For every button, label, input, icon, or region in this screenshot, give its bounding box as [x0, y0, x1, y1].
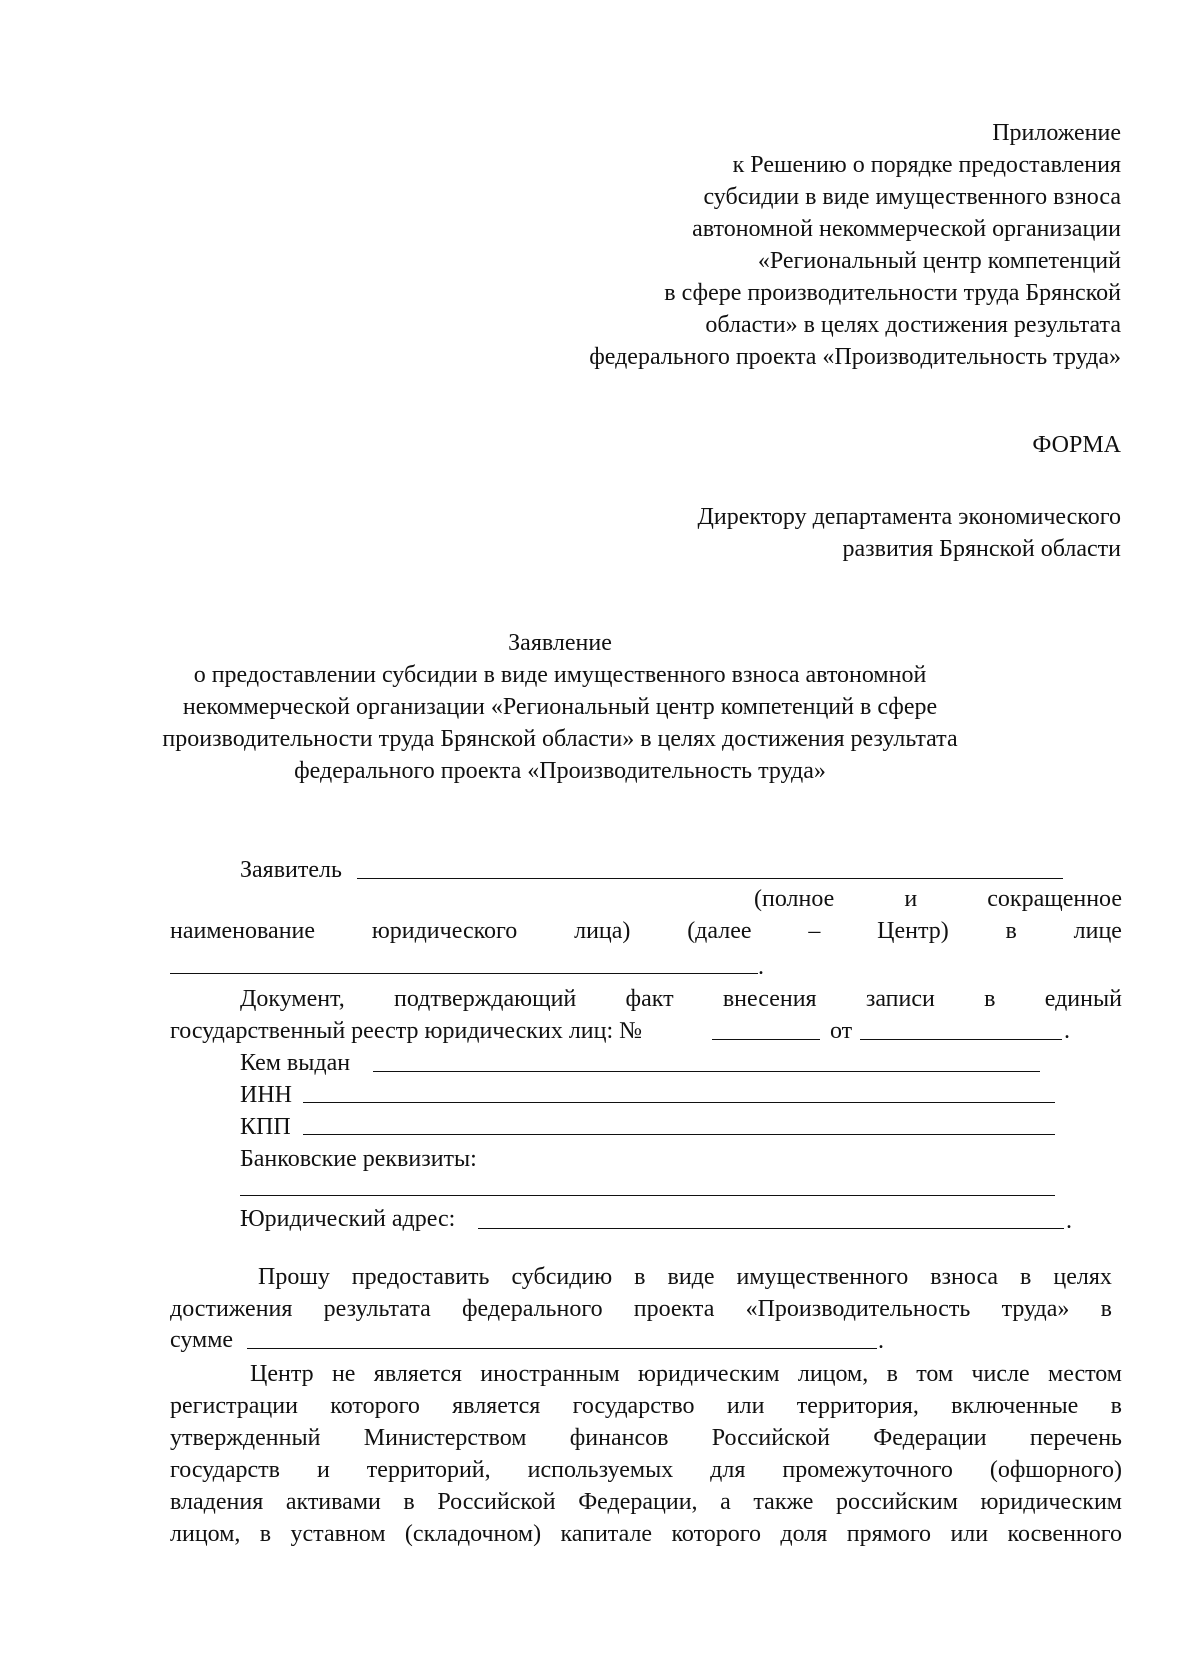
appendix-line: к Решению о порядке предоставления — [732, 152, 1121, 178]
amount-blank[interactable] — [247, 1348, 877, 1349]
hint-word: лица) — [574, 918, 631, 944]
hint-word: наименование — [170, 918, 316, 944]
addressee-line: Директору департамента экономического — [697, 504, 1121, 530]
hint-word: – — [808, 918, 821, 944]
egrul-from-label: от — [830, 1018, 853, 1044]
period: . — [1064, 1018, 1070, 1044]
request-line-1 — [258, 1262, 1112, 1292]
appendix-line: федерального проекта «Производительность труда» — [589, 344, 1121, 370]
appendix-line: области» в целях достижения результата — [705, 312, 1121, 338]
request-word: взноса — [930, 1264, 999, 1290]
egrul-line-1 — [240, 984, 1122, 1014]
kpp-blank[interactable] — [303, 1134, 1055, 1135]
statement-line: государств и территорий, используемых для промежуточного (офшорного) — [170, 1457, 1122, 1483]
request-word: предоставить — [351, 1264, 490, 1290]
egrul-number-blank[interactable] — [712, 1039, 820, 1040]
title-line: федерального проекта «Производительность труда» — [294, 758, 826, 784]
period: . — [1066, 1208, 1072, 1234]
kpp-label: КПП — [240, 1114, 291, 1140]
request-word: субсидию — [511, 1264, 613, 1290]
hint-word: лице — [1073, 918, 1122, 944]
request-word: в — [1100, 1296, 1112, 1322]
hint-word: Центр) — [877, 918, 949, 944]
egrul-line-2: государственный реестр юридических лиц: № — [170, 1018, 643, 1044]
inn-blank[interactable] — [303, 1102, 1055, 1103]
hint-word: сокращенное — [987, 886, 1122, 912]
hint-word: (полное — [754, 886, 835, 912]
hint-word: в — [1005, 918, 1017, 944]
statement-line: Центр не является иностранным юридическим лицом, в том числе местом — [250, 1361, 1122, 1387]
request-word: труда» — [1001, 1296, 1070, 1322]
egrul-word: в — [984, 986, 996, 1012]
amount-label: сумме — [170, 1327, 234, 1353]
statement-line: регистрации которого является государство или территория, включенные в — [170, 1393, 1122, 1419]
request-word: проекта — [633, 1296, 715, 1322]
period: . — [878, 1328, 884, 1354]
request-word: федерального — [461, 1296, 603, 1322]
hint-word: юридического — [371, 918, 518, 944]
request-line-2 — [170, 1294, 1112, 1324]
appendix-line: «Региональный центр компетенций — [757, 248, 1121, 274]
bank-details-label: Банковские реквизиты: — [240, 1146, 477, 1172]
request-word: в — [634, 1264, 646, 1290]
request-word: Прошу — [258, 1264, 330, 1290]
bank-details-blank[interactable] — [240, 1195, 1055, 1196]
applicant-blank[interactable] — [357, 878, 1063, 879]
title-line: о предоставлении субсидии в виде имущественного взноса автономной — [193, 662, 927, 688]
form-label: ФОРМА — [1032, 432, 1121, 458]
appendix-line: субсидии в виде имущественного взноса — [703, 184, 1121, 210]
inn-label: ИНН — [240, 1082, 292, 1108]
document-title: Заявление — [508, 630, 612, 656]
hint-word: и — [904, 886, 918, 912]
statement-line: утвержденный Министерством финансов Российской Федерации перечень — [170, 1425, 1122, 1451]
issued-by-blank[interactable] — [373, 1071, 1040, 1072]
request-word: имущественного — [736, 1264, 909, 1290]
request-word: результата — [323, 1296, 431, 1322]
applicant-label: Заявитель — [240, 857, 342, 883]
request-word: достижения — [170, 1296, 293, 1322]
appendix-line: в сфере производительности труда Брянской — [664, 280, 1121, 306]
egrul-date-blank[interactable] — [860, 1039, 1062, 1040]
egrul-word: подтверждающий — [394, 986, 577, 1012]
addressee-line: развития Брянской области — [842, 536, 1121, 562]
hint-word: (далее — [687, 918, 752, 944]
egrul-word: факт — [625, 986, 674, 1012]
request-word: в — [1020, 1264, 1032, 1290]
appendix-line: Приложение — [992, 120, 1121, 146]
legal-address-label: Юридический адрес: — [240, 1206, 456, 1232]
legal-address-blank[interactable] — [478, 1228, 1064, 1229]
title-line: некоммерческой организации «Региональный центр компетенций в сфере — [182, 694, 938, 720]
request-word: целях — [1053, 1264, 1112, 1290]
request-word: виде — [667, 1264, 715, 1290]
statement-line: владения активами в Российской Федерации, а также российским юридическим — [170, 1489, 1122, 1515]
request-word: «Производительность — [745, 1296, 971, 1322]
egrul-word: внесения — [722, 986, 817, 1012]
statement-line: лицом, в уставном (складочном) капитале которого доля прямого или косвенного — [170, 1521, 1122, 1547]
egrul-word: единый — [1044, 986, 1122, 1012]
egrul-word: Документ, — [240, 986, 345, 1012]
issued-by-label: Кем выдан — [240, 1050, 351, 1076]
representative-blank[interactable] — [170, 973, 758, 974]
egrul-word: записи — [865, 986, 935, 1012]
name-hint-line — [754, 884, 1122, 914]
period: . — [758, 954, 764, 980]
appendix-line: автономной некоммерческой организации — [692, 216, 1121, 242]
title-line: производительности труда Брянской области» в целях достижения результата — [162, 726, 958, 752]
name-hint-line-2 — [170, 916, 1122, 946]
